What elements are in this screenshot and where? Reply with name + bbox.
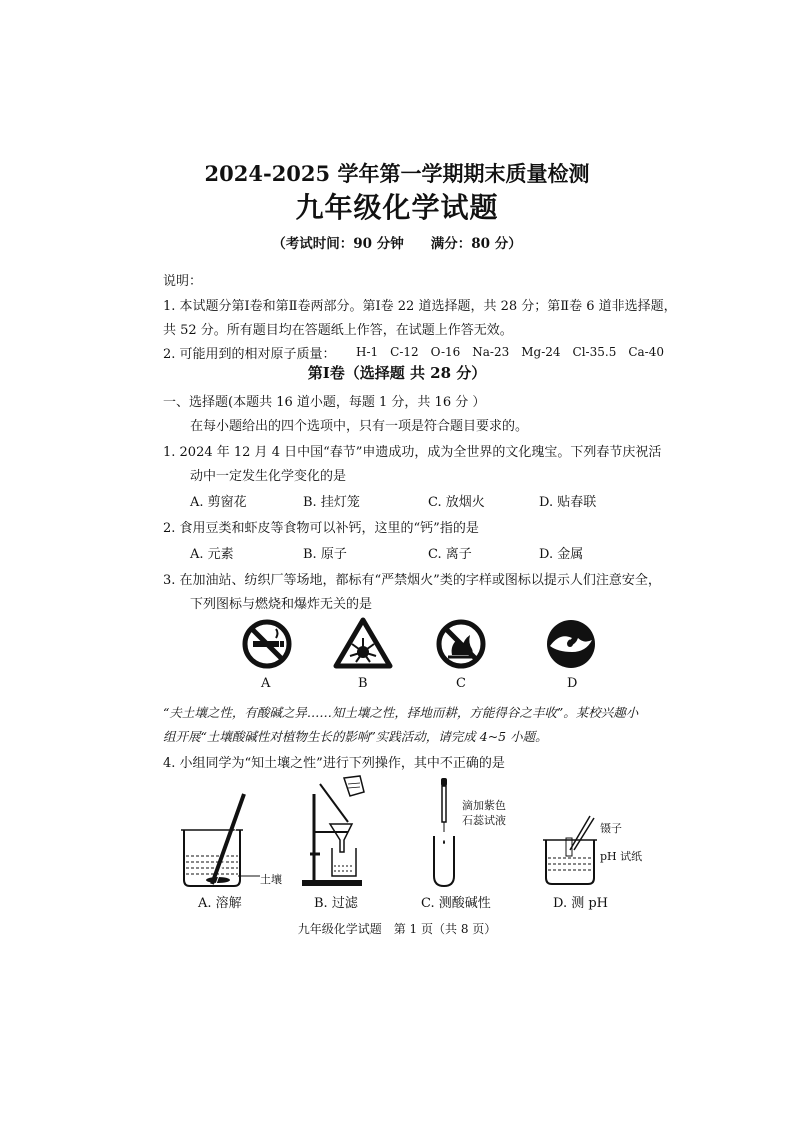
q1-option-d: D. 贴春联 (539, 495, 597, 510)
exam-title-line2: 九年级化学试题 (295, 191, 499, 224)
water-saving-icon (540, 616, 602, 672)
q1-option-a: A. 剪窗花 (190, 495, 247, 510)
q3-label-c: C (456, 676, 466, 691)
test-tube-dropper-icon (424, 776, 464, 890)
q2-stem: 2. 食用豆类和虾皮等食物可以补钙，这里的“钙”指的是 (163, 521, 479, 536)
part1-heading: 一、选择题(本题共 16 道小题，每题 1 分，共 16 分 ） (163, 395, 486, 410)
q2-option-c: C. 离子 (428, 547, 472, 562)
passage-line1: “夫土壤之性，有酸碱之异……知土壤之性，择地而耕，方能得谷之丰收”。某校兴趣小 (163, 705, 639, 720)
q1-option-b: B. 挂灯笼 (303, 495, 360, 510)
q4-option-d: D. 测 pH (553, 896, 609, 911)
q3-stem-line2: 下列图标与燃烧和爆炸无关的是 (190, 597, 373, 612)
section1-title: 第Ⅰ卷（选择题 共 28 分） (307, 364, 487, 382)
q4-annot-dropper-2: 石蕊试液 (462, 814, 506, 827)
passage-line2: 组开展“土壤酸碱性对植物生长的影响”实践活动，请完成 4~5 小题。 (163, 729, 548, 744)
q3-label-b: B (358, 676, 368, 691)
q4-annot-dropper-1: 滴加紫色 (462, 799, 506, 812)
q4-annot-ph-paper: pH 试纸 (600, 850, 643, 863)
q3-label-d: D (567, 676, 578, 691)
q1-stem-line1: 1. 2024 年 12 月 4 日中国“春节”申遗成功，成为全世界的文化瑰宝。下列春节庆祝活 (163, 445, 662, 460)
q4-annot-tweezers: 镊子 (600, 822, 622, 835)
notes-heading: 说明： (163, 274, 203, 289)
page-footer: 九年级化学试题 第 1 页（共 8 页） (297, 922, 497, 936)
notes-item1-line2: 共 52 分。所有题目均在答题纸上作答，在试题上作答无效。 (163, 323, 513, 338)
q2-option-a: A. 元素 (190, 547, 234, 562)
filtration-apparatus-icon (300, 774, 390, 890)
exam-title-line1: 2024-2025 学年第一学期期末质量检测 (204, 161, 590, 186)
no-smoking-icon (236, 618, 298, 670)
no-flammables-icon (430, 617, 492, 671)
q3-label-a: A (261, 676, 271, 691)
q2-option-b: B. 原子 (303, 547, 347, 562)
exam-subtitle: （考试时间：90 分钟 满分：80 分） (272, 236, 522, 252)
q4-stem: 4. 小组同学为“知土壤之性”进行下列操作，其中不正确的是 (163, 756, 505, 771)
q3-stem-line1: 3. 在加油站、纺织厂等场地，都标有“严禁烟火”类的字样或图标以提示人们注意安全， (163, 573, 661, 588)
q4-option-a: A. 溶解 (198, 896, 242, 911)
q1-stem-line2: 动中一定发生化学变化的是 (190, 469, 347, 484)
q4-option-b: B. 过滤 (314, 896, 358, 911)
notes-item1-line1: 1. 本试题分第Ⅰ卷和第Ⅱ卷两部分。第Ⅰ卷 22 道选择题，共 28 分；第Ⅱ卷 6 道非选择题， (163, 299, 677, 314)
q4-annot-soil: 土壤 (260, 873, 282, 886)
q1-option-c: C. 放烟火 (428, 495, 485, 510)
q4-option-c: C. 测酸碱性 (421, 896, 491, 911)
q2-option-d: D. 金属 (539, 547, 584, 562)
explosive-warning-icon (332, 616, 394, 670)
notes-atomic-masses: H-1 C-12 O-16 Na-23 Mg-24 Cl-35.5 Ca-40 (356, 345, 664, 359)
part1-instruction: 在每小题给出的四个选项中，只有一项是符合题目要求的。 (190, 419, 529, 434)
notes-item2-label: 2. 可能用到的相对原子质量： (163, 347, 336, 362)
